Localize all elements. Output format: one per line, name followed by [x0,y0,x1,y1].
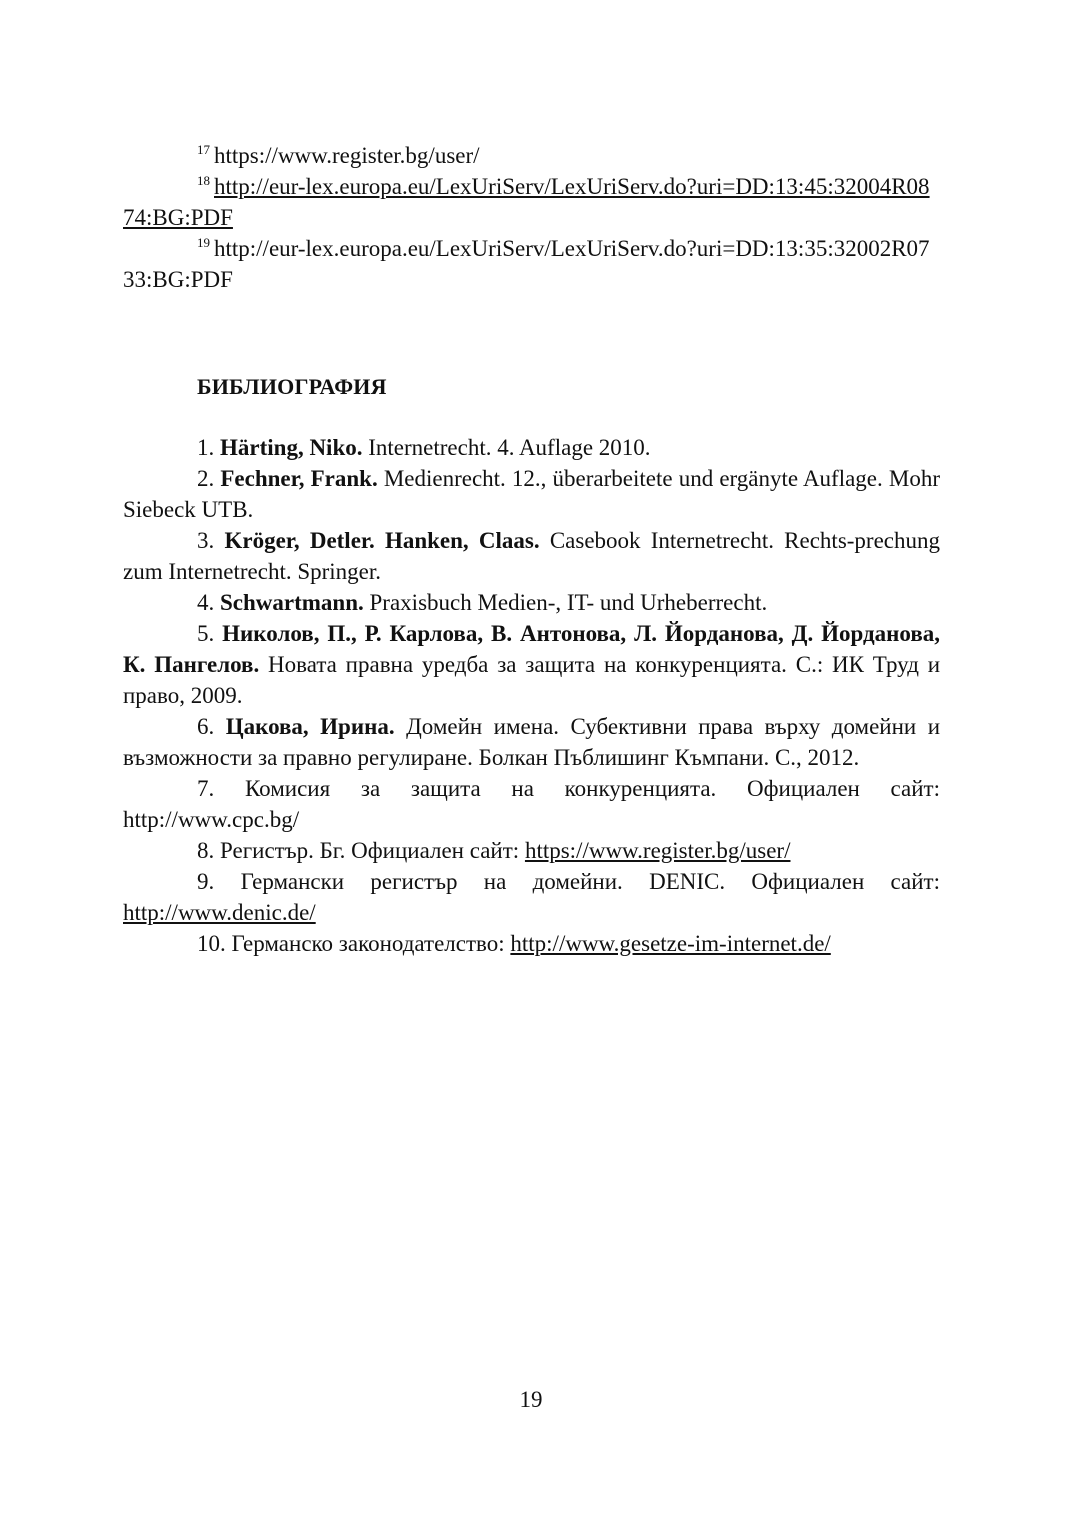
item-text: Германски регистър на домейни. DENIC. Официален сайт: [240,869,941,894]
page-content [123,140,940,959]
item-text: Германско законодателство: [231,931,505,956]
item-text: Новата правна уредба за защита на конкуренцията. С.: ИК Труд и право, 2009. [123,652,941,708]
item-author: Härting, Niko. [220,435,363,460]
item-author: Николов, П., Р. Карлова, В. Антонова, Л. Йорданова, Д. Йорданова, К. Пангелов. [123,621,940,677]
item-number: 8. [197,838,215,863]
bibliography-item [123,711,940,773]
item-number: 1. [197,435,215,460]
footnote-18 [123,171,940,233]
bibliography-item [123,463,940,525]
bibliography-item [123,835,940,866]
item-number: 5. [197,621,215,646]
item-text: Домейн имена. Субективни права върху домейни и възможности за правно регулиране. Болкан Пъблишинг Къмпани. С., 2012. [123,714,941,770]
bibliography-item [123,525,940,587]
item-text: Internetrecht. 4. Auflage 2010. [368,435,651,460]
item-number: 7. [197,776,215,801]
item-number: 2. [197,466,215,491]
bibliography-item [123,587,940,618]
item-author: Schwartmann. [220,590,364,615]
bibliography-heading: БИБЛИОГРАФИЯ [197,374,387,399]
bibliography-item [123,928,940,959]
bibliography-item [123,773,940,835]
footnote-17 [123,140,940,171]
item-text: Регистър. Бг. Официален сайт: [220,838,520,863]
item-link[interactable]: http://www.gesetze-im-internet.de/ [510,931,831,956]
item-text: Praxisbuch Medien-, IT- und Urheberrecht. [369,590,768,615]
item-number: 9. [197,869,215,894]
item-number: 10. [197,931,226,956]
item-number: 3. [197,528,215,553]
footnote-number: 19 [197,235,210,251]
item-text: Комисия за защита на конкуренцията. Официален сайт: http://www.cpc.bg/ [123,776,940,832]
item-author: Kröger, Detler. Hanken, Claas. [224,528,540,553]
bibliography-item [123,618,940,711]
bibliography-list [123,432,940,959]
item-link[interactable]: http://www.denic.de/ [123,900,316,925]
footnote-number: 18 [197,173,210,189]
item-text: Medienrecht. 12., überarbeitete und ergänyte Auflage. Mohr Siebeck UTB. [123,466,940,522]
item-number: 6. [197,714,215,739]
item-author: Цакова, Ирина. [225,714,395,739]
item-number: 4. [197,590,215,615]
page-number: 19 [519,1387,543,1412]
footnote-number: 17 [197,142,210,158]
item-author: Fechner, Frank. [220,466,378,491]
item-link[interactable]: https://www.register.bg/user/ [524,838,791,863]
footnote-19 [123,233,940,295]
footnote-text: https://www.register.bg/user/ [214,143,480,168]
footnote-link[interactable]: http://eur-lex.europa.eu/LexUriServ/LexUriServ.do?uri=DD:13:45:32004R0874:BG:PDF [123,174,930,230]
footnote-text: http://eur-lex.europa.eu/LexUriServ/LexUriServ.do?uri=DD:13:35:32002R0733:BG:PDF [123,236,930,292]
bibliography-item [123,866,940,928]
item-text: Casebook Internetrecht. Rechts-prechung zum Internetrecht. Springer. [123,528,941,584]
bibliography-item [123,432,940,463]
